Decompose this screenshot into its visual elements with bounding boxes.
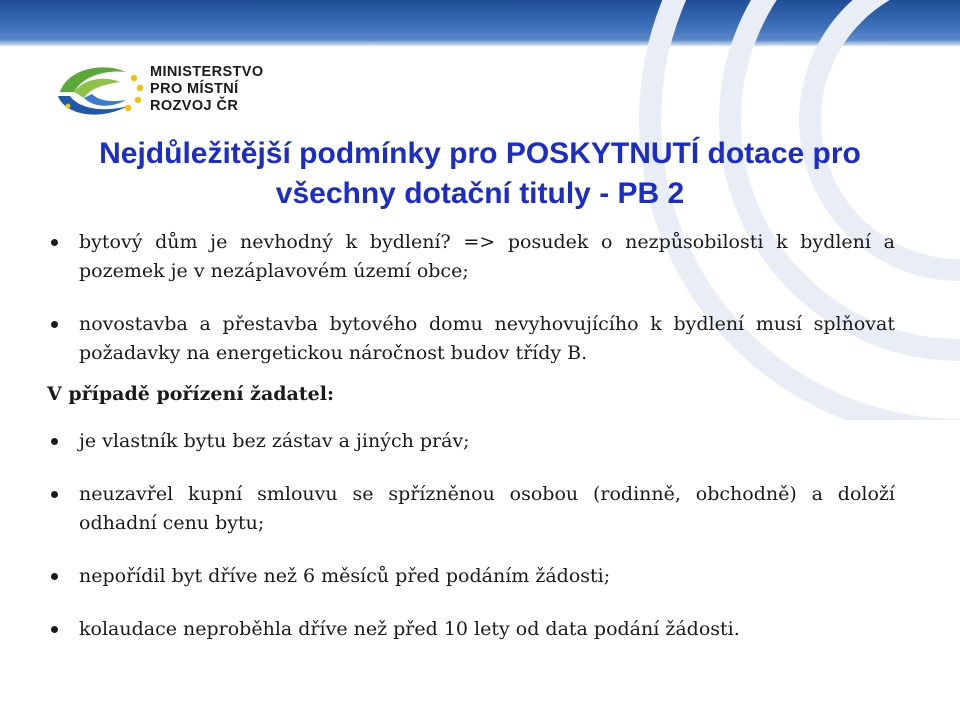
bullet-item <box>47 310 895 368</box>
bullet-dot-icon <box>51 239 58 246</box>
bullet-dot-icon <box>51 321 58 328</box>
bullet-dot-icon <box>51 573 58 580</box>
logo-line-2: PRO MÍSTNÍ <box>150 81 239 97</box>
slide-title-line-2: všechny dotační tituly - PB 2 <box>275 177 685 210</box>
slide-content <box>47 228 895 644</box>
section-heading: V případě pořízení žadatel: <box>47 383 334 405</box>
bullet-text: je vlastník bytu bez zástav a jiných práv; <box>79 430 470 452</box>
bullet-dot-icon <box>51 626 58 633</box>
ministry-emblem-icon <box>54 62 146 118</box>
bullet-text: nepořídil byt dříve než 6 měsíců před podáním žádosti; <box>79 565 611 587</box>
bullet-text: neuzavřel kupní smlouvu se spřízněnou osobou (rodinně, obchodně) a doloží odhadní cenu bytu; <box>79 483 895 534</box>
bullet-item <box>47 427 895 456</box>
bullet-dot-icon <box>51 438 58 445</box>
logo-line-3: ROZVOJ ČR <box>150 98 239 114</box>
bullet-item <box>47 562 895 591</box>
bullet-item <box>47 480 895 538</box>
bullet-text: novostavba a přestavba bytového domu nevyhovujícího k bydlení musí splňovat požadavky na energetickou náročnost budov třídy B. <box>79 313 895 364</box>
bullet-item <box>47 615 895 644</box>
logo-line-1: MINISTERSTVO <box>150 64 264 80</box>
bullet-dot-icon <box>51 491 58 498</box>
slide-title-line-1: Nejdůležitější podmínky pro POSKYTNUTÍ dotace pro <box>99 137 861 170</box>
ministry-logo <box>54 60 274 120</box>
bullet-item <box>47 228 895 286</box>
slide-title <box>40 134 920 214</box>
bullet-text: kolaudace neproběhla dříve než před 10 lety od data podání žádosti. <box>79 618 740 640</box>
bullet-text: bytový dům je nevhodný k bydlení? => posudek o nezpůsobilosti k bydlení a pozemek je v nezáplavovém území obce; <box>79 231 895 282</box>
logo-wordmark <box>150 64 264 115</box>
